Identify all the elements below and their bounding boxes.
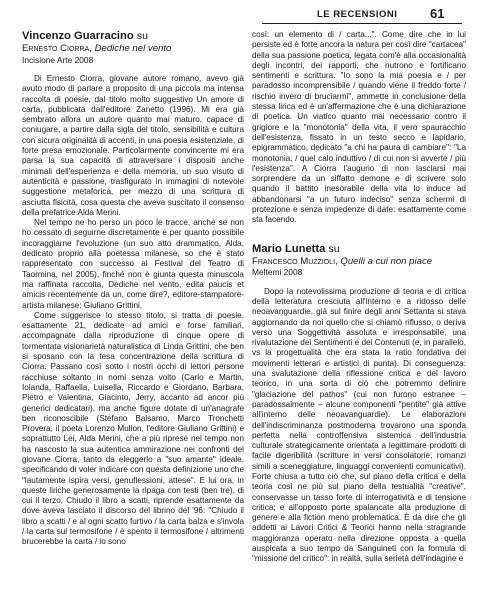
page-number: 61 [430,6,445,21]
section-gap [252,226,466,243]
review-author-name: Vincenzo Guarracino [22,30,134,42]
review-author [252,243,466,256]
page-header [0,0,480,26]
left-column [22,30,244,548]
section-title: LE RECENSIONI [317,9,398,20]
review-paragraph: Come suggerisce lo stesso titolo, si tratta di poesie, esattamente 21, dedicate ad amici e forse familiari, accompagnate dalla riproduzione di cinque opere di tormentata visionarietà naturalistica di Linda Grittini, che ben si sposano con la tesa concentrazione della scrittura di Ciorra. Passano così sotto i nostri occhi di lettori persone racchiuse soltanto in nomi senza volto (Carlo e Martin, Iolanda, Raffaella, Luisella, Riccardo e Giordano, Barbara, Pietro e Valentina, Giacinto, Jerry, accanto ad ancor più generici dedicatari), ma anche figure dotate di un'anagrafe ben riconoscibile (Stefano Balsamo, Marco Tronchetti Provera, il poeta Lorenzo Mullon, l'editore Giuliano Grittini) e soprattutto Lei, Alda Merini, che a più riprese nel tempo non ha nascosto la sua autentica ammirazione nei confronti del giovane Ciorra, tanto da eleggerlo a "suo amante" ideale, specificando di voler indicare con questa definizione uno che "lautamente ispira versi, genuflessioni, attese". E lui ora, in queste liriche generosamente la ripaga con testi (ben tre), di cui il terzo, Chiudo il libro a scatti, riprende esattamente da dove aveva lasciato il discorso del librino del '96: "Chiudo il libro a scatti / e al ogni scatto furtivo / la carta balza e s'invola / la carta sul termosifone / è spento il termosifone / altrimenti brucerebbe la carta / io sono [22,310,244,547]
publisher: Incisione Arte 2008 [22,54,94,65]
book-line [252,256,466,268]
su-word: su [328,242,340,255]
book-title: Dediche nel vento [94,43,172,54]
review-paragraph: Nel tempo ne ho perso un poco le tracce, anche se non ho cessato di seguirne discretamente e per quanto possibile incoraggiarne l'evoluzione (un suo atto drammatico, Alda, dedicato proprio alla poetessa milanese, so che è stato rappresentato con successo al Festival del Teatro di Taormina, nel 2005), finché non è giunta questa minuscola ma raffinata raccolta, Dediche nel vento, edita paucis et amicis recentemente da un, come dire?, editore-stampatore-artista milanese: Giuliano Grittini. [22,218,244,310]
review-paragraph: Di Ernesto Ciorra, giovane autore romano, avevo già avuto modo di parlare a proposito di una piccola ma intensa raccolta di poesie, dal titolo molto suggestivo Un amore di carta, pubblicata dall'editore Zanetto (1996). Mi era già sembrato allora un autore quanto mai maturo, capace di coniugare, a partire dalla sigla del titolo, sensibilità e cultura con sicura originalità di accenti, in una poesia esistenziale, di forte presa emozionale. Particolarmente convincente mi era parsa la sua capacità di attraversare i dispositi anche minimali dell'esperienza e della memoria, un suo visuto di autenticità e passione, trasfigurato in immagini di notevole suggestione metaforica, per mezzo di una scrittura di asciutta fisicità, cosa questa che aveva suscitato il consenso della prefatrice Alda Merini. [22,74,244,217]
right-column [252,30,466,565]
su-word: su [136,30,148,42]
book-line [22,43,244,55]
review-author-name: Mario Lunetta [252,242,326,255]
comma: , [335,255,341,267]
book-title: Quelli a cui non piace [340,255,433,267]
publisher: Meltemi 2008 [252,267,303,278]
review-paragraph: Dopo la notevolissima produzione di teoria e di critica della letteratura cresciuta all'interno e a ridosso delle neoavanguardie, già sul finire degli anni Settanta si stava aggiornando da noi quello che si chiamò riflusso, o deriva verso una Soggettività assoluta e irresponsabile, una rivalutazione dei Sentimenti e dei Contenuti (e, in parallelo, vs la progettualità che era stata la ratio fondativa dei movimenti letterari e artistici di punta). Di conseguenza: una svalutazione della riflessione critica e del lavoro teorico, in una sorta di ciò che potremmo definire "glaciazione del pathos" (cui non furono estranee – paradossalmente – alcune componenti "pentite" già attive all'interno delle neoavanguardie). Le elaborazioni dell'indiscriminanza postmoderna trovarono una sponda perfetta nella controffensiva sistemica dell'industria culturale strategicamente orientata a legittimare prodotti di facile digeribilità (scritture in versi consolatorie, romanzi simili a sceneggiature, linguaggi convenienti comunicativi). Forte chiusa a tutto ciò che, sul piano della critica e della teoria così ne più sul piano della testualità "creative", conservasse un tasso forte di interrogatività e di tensione critica; e all'opposto porte spalancate alla produzione di genere e alla fiction meno problematica. È da dire che gli addetti ai Lavori Critici & Teorici hanno nella stragrande maggioranza operato nella direzione opposta a quella auspicata a suo tempo da Sanguineti con la formula di "missione del critico": in realtà, sulla serietà dell'indagine e [252,286,466,564]
book-author: Ernesto Ciorra [22,43,90,54]
review-author [22,30,244,43]
comma: , [89,43,95,54]
review-paragraph-continued: così: un elemento di / carta...". Come dire che in lui persiste ed è forte ancora la natura per così dire "cartacea" della sua passione poetica, legata com'è alla occasionalità degli incontri, dei rapporti, che nutrono e fortificano sentimenti e scrittura. "Io sono la mia poesia e / per paradosso incomprensibile / quando viene il freddo forte / rischio invero di bruciarmi", ammette in conclusione della stessa lirica ed è un'affermazione che è una dichiarazione di poetica. Un viatico quanto mai necessario contro il grigiore e la "monotonia" della vita, il vero spauracchio dell'esistenza, fissato in un testo secco e lapidario, epigrammatico, dedicato "a chi ha paura di cambiare": "La monotonia, / quel calo induttivo / di cui non si avverte / più l'esistenza". A Ciorra l'augurio di non lasciarsi mai sorprendere da un siffatto demone e di scrivere solo quando il battito inesorabile della vita lo induce ad abbandonarsi "a un futuro indeciso" senza schermi di protezione e senza impedenze di date: esattamente come sta facendo. [252,30,466,225]
header-rule [262,23,462,24]
book-author: Francesco Muzzioli [252,255,336,267]
